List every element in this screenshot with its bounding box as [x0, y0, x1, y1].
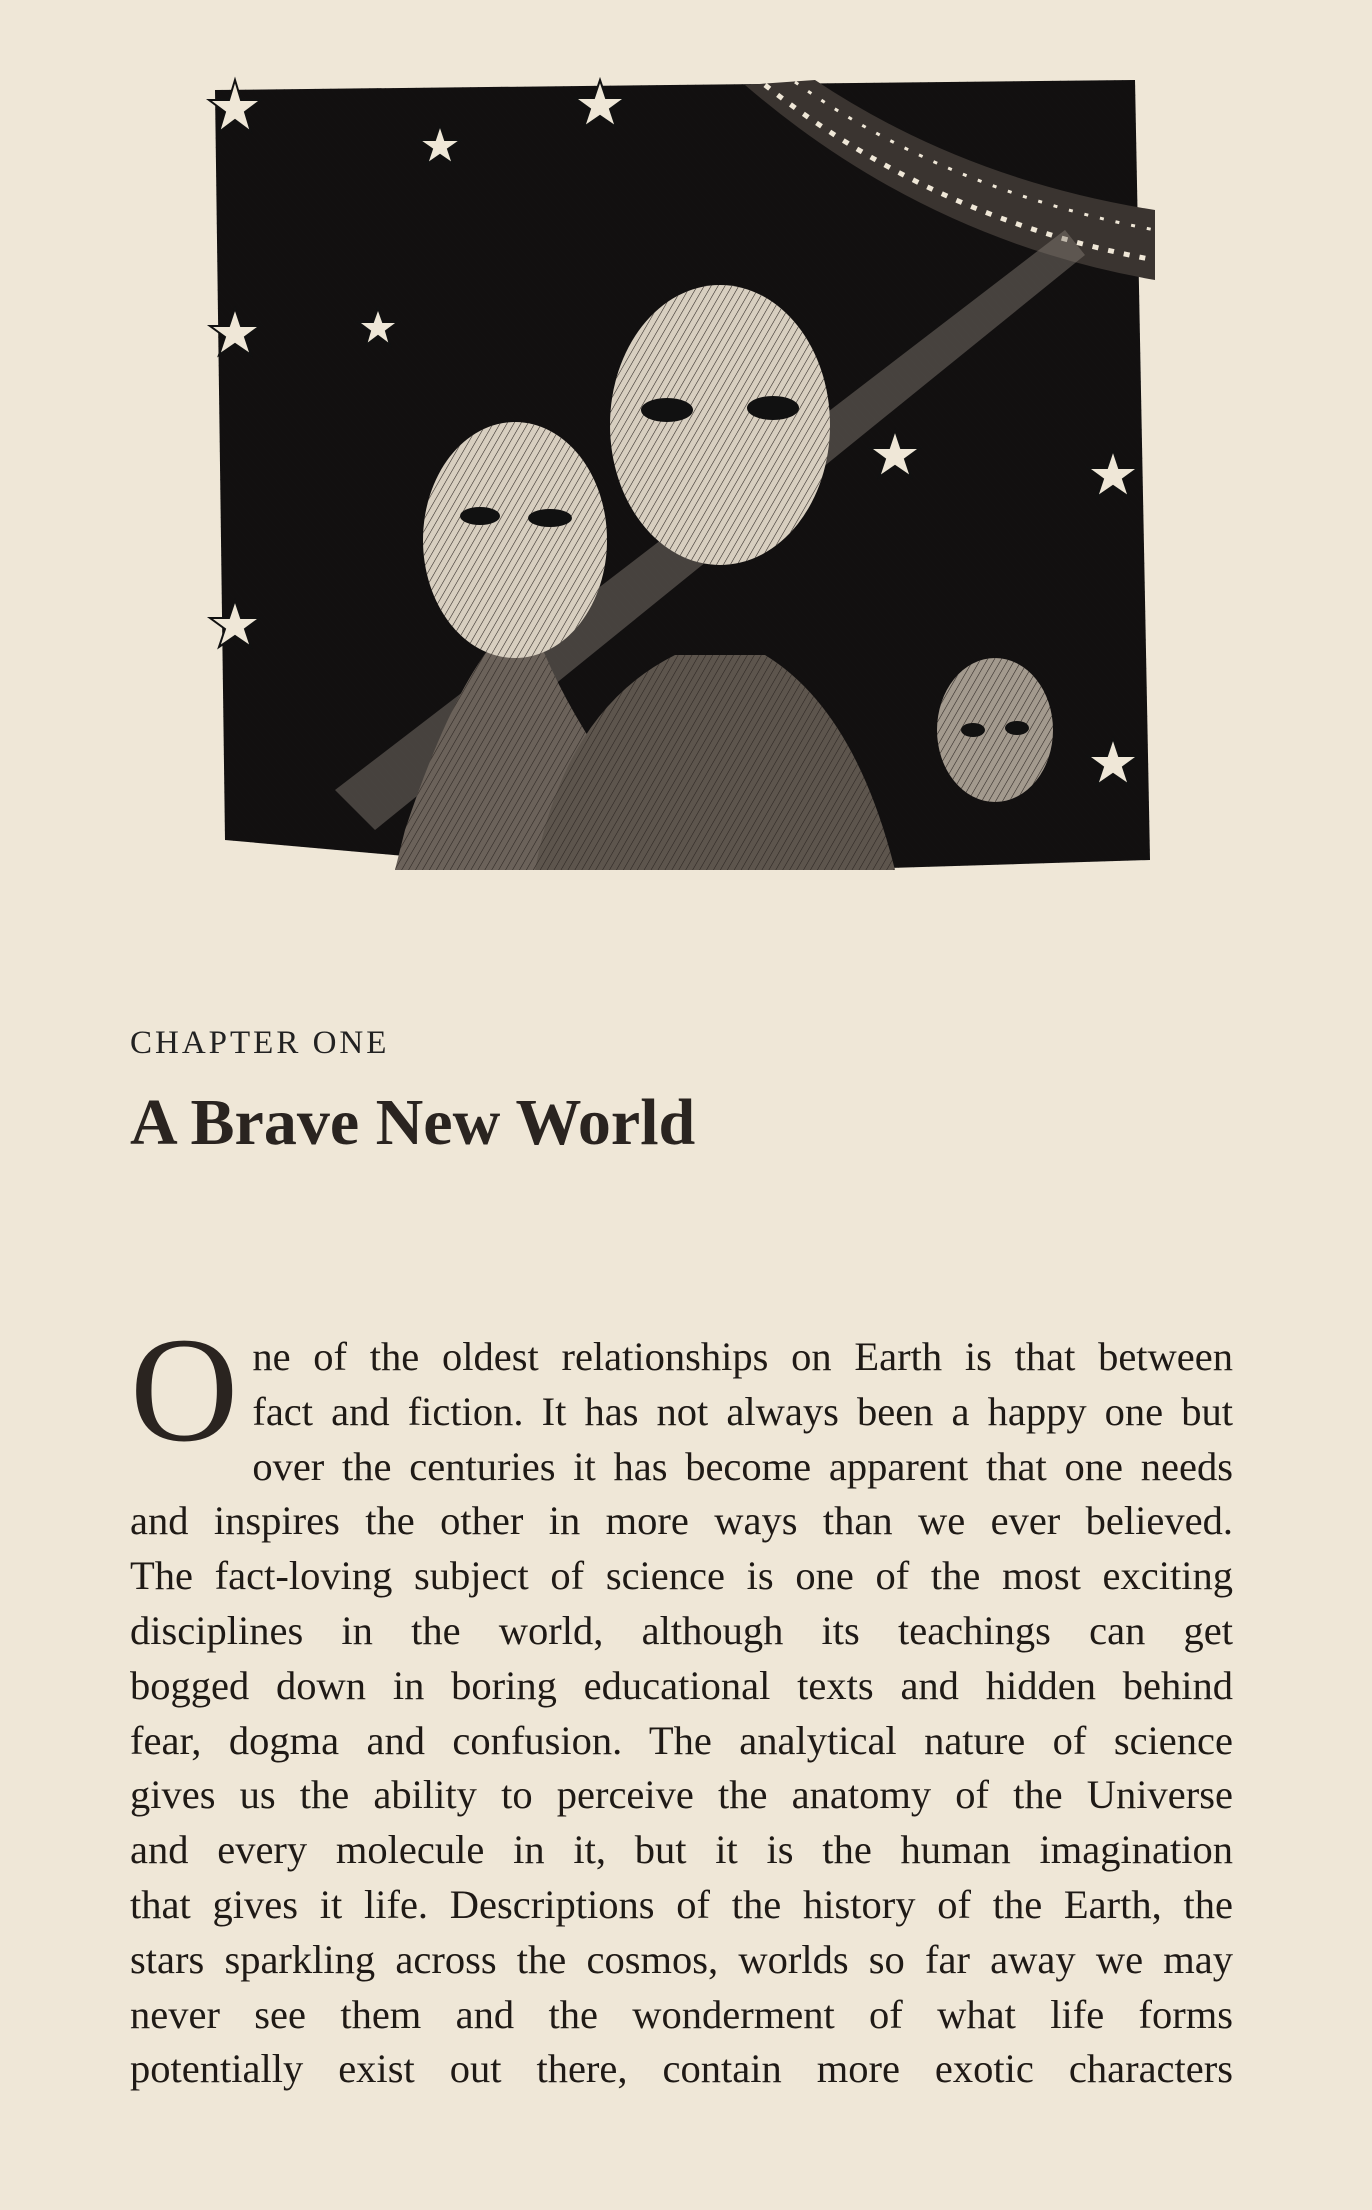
text-line: that gives it life. Descriptions of the history of the Earth, the: [130, 1881, 1233, 1927]
body-paragraph: [130, 1307, 1233, 2097]
chapter-label: CHAPTER ONE: [130, 1025, 390, 1061]
text-line: gives us the ability to perceive the anatomy of the Universe: [130, 1772, 1233, 1818]
text-line: stars sparkling across the cosmos, worlds so far away we may: [130, 1936, 1233, 1982]
text-line: The fact-loving subject of science is one of the most exciting: [130, 1553, 1233, 1599]
chapter-title: A Brave New World: [130, 1086, 696, 1159]
text-line: ne of the oldest relationships on Earth is that between: [252, 1334, 1233, 1379]
text-line: bogged down in boring educational texts and hidden behind: [130, 1662, 1233, 1708]
text-line: and every molecule in it, but it is the human imagination: [130, 1827, 1233, 1873]
text-line: disciplines in the world, although its teachings can get: [130, 1607, 1233, 1653]
text-line: fear, dogma and confusion. The analytical nature of science: [130, 1717, 1233, 1763]
text-line: and inspires the other in more ways than we ever believed.: [130, 1498, 1233, 1544]
drop-cap: O: [130, 1307, 239, 1473]
chapter-illustration-aliens: [205, 70, 1160, 880]
text-line: potentially exist out there, contain more exotic characters: [130, 2046, 1233, 2092]
alien-figure-right: [937, 658, 1053, 802]
text-line: never see them and the wonderment of what life forms: [130, 1991, 1233, 2037]
text-line: fact and fiction. It has not always been a happy one but: [252, 1388, 1233, 1434]
text-line: over the centuries it has become apparent that one needs: [252, 1443, 1233, 1489]
